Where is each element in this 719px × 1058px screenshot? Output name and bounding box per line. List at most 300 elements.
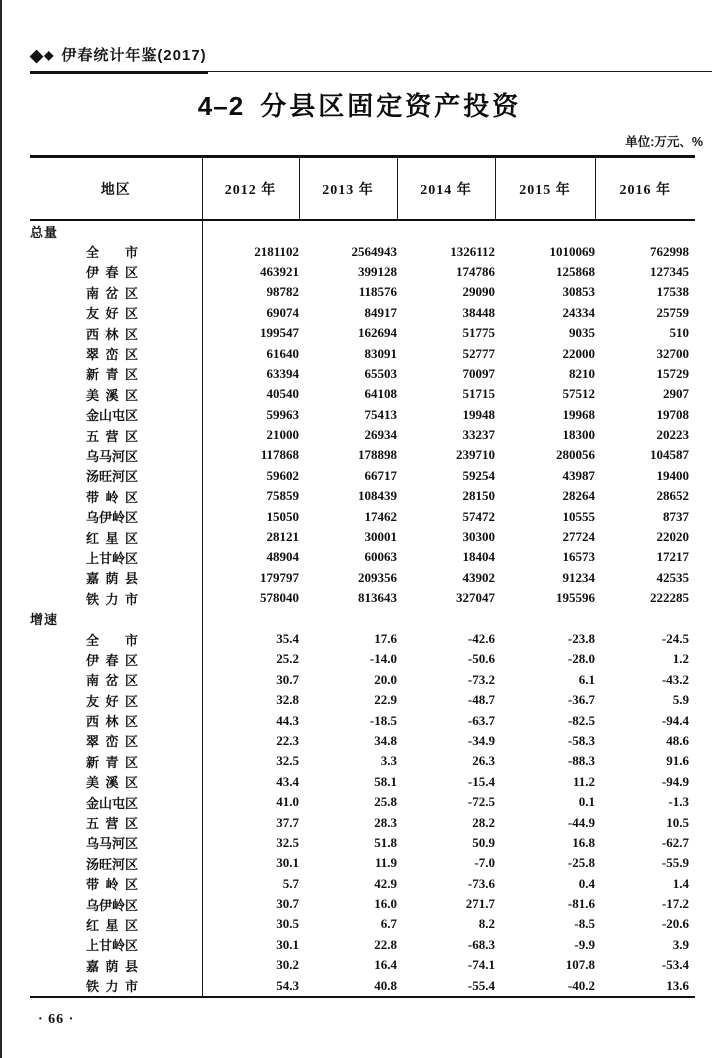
table-row (30, 874, 695, 894)
value-cell: -94.9 (661, 773, 689, 789)
value-cell: 399128 (358, 263, 397, 279)
table-row (30, 935, 695, 955)
value-cell: 10555 (562, 508, 595, 524)
table-row (30, 527, 695, 547)
table-row (30, 649, 695, 669)
value-cell: 66717 (364, 467, 397, 483)
value-cell: 178898 (358, 447, 397, 463)
value-cell: 11.9 (374, 855, 397, 871)
table-row (30, 445, 695, 465)
value-cell: 63394 (266, 365, 299, 381)
value-cell: -18.5 (369, 712, 397, 728)
value-cell: -14.0 (369, 651, 397, 667)
value-cell: -48.7 (467, 692, 495, 708)
value-cell: -55.4 (467, 977, 495, 993)
region-name: 翠峦区 (86, 734, 138, 750)
value-cell: 40540 (266, 386, 299, 402)
value-cell: 8.2 (478, 916, 495, 932)
table-number: 4–2 (197, 91, 245, 121)
header-row (30, 157, 695, 221)
region-cell (30, 405, 202, 425)
value-cell: 2181102 (254, 243, 299, 259)
value-cell: 19948 (462, 406, 495, 422)
region-name: 伊春区 (86, 652, 138, 668)
value-cell: -53.4 (661, 957, 689, 973)
value-cell: 26.3 (472, 753, 495, 769)
region-name: 南岔区 (86, 285, 138, 301)
value-cell: 6.1 (578, 671, 595, 687)
value-cell: 19968 (562, 406, 595, 422)
table-row (30, 731, 695, 751)
value-cell: 463921 (260, 263, 299, 279)
value-cell: 32.8 (276, 692, 299, 708)
value-cell: 3.9 (672, 936, 689, 952)
value-cell: 69074 (266, 304, 299, 320)
region-cell (30, 547, 202, 567)
value-cell: 16.4 (374, 957, 397, 973)
region-cell (30, 853, 202, 873)
value-cell: 38448 (462, 304, 495, 320)
value-cell: 6.7 (380, 916, 397, 932)
table-title: 分县区固定资产投资 (260, 91, 522, 121)
region-name: 上甘岭区 (86, 550, 139, 566)
statistics-table (30, 155, 695, 998)
region-name: 乌伊岭区 (86, 510, 139, 526)
table-row (30, 833, 695, 853)
region-name: 嘉荫县 (86, 958, 138, 974)
value-cell: 42.9 (374, 875, 397, 891)
value-cell: 30300 (462, 529, 495, 545)
value-cell: 762998 (650, 243, 689, 259)
region-name: 美溪区 (86, 775, 138, 791)
value-cell: 17217 (656, 549, 689, 565)
value-cell: 22.8 (374, 936, 397, 952)
value-cell: 51775 (462, 325, 495, 341)
table-row (30, 914, 695, 934)
value-cell: 16.8 (572, 834, 595, 850)
diamond-icon: ◆ (30, 46, 45, 65)
value-cell: 48904 (266, 549, 299, 565)
value-cell: 59602 (266, 467, 299, 483)
table-row (30, 772, 695, 792)
table-row (30, 710, 695, 730)
value-cell: 3.3 (380, 753, 397, 769)
region-cell (30, 343, 202, 363)
table-row (30, 343, 695, 363)
page-title (0, 86, 719, 123)
value-cell: 107.8 (565, 957, 595, 973)
column-header-2014: 2014 年 (397, 157, 495, 221)
value-cell: 0.1 (578, 794, 595, 810)
region-name: 乌马河区 (86, 836, 139, 852)
value-cell: 21000 (266, 427, 299, 443)
value-cell: 9035 (569, 325, 595, 341)
region-cell (30, 364, 202, 384)
region-cell (30, 527, 202, 547)
table-row (30, 241, 695, 261)
value-cell: 30.1 (276, 855, 299, 871)
region-name: 南岔区 (86, 673, 138, 689)
value-cell: 1.4 (672, 875, 689, 891)
region-cell (30, 649, 202, 669)
value-cell: 5.9 (672, 692, 689, 708)
value-cell: 43.4 (276, 773, 299, 789)
region-name: 全市 (86, 632, 138, 648)
table-row (30, 588, 695, 608)
empty-cell (299, 608, 397, 628)
region-cell (30, 812, 202, 832)
value-cell: 41.0 (276, 794, 299, 810)
value-cell: -62.7 (661, 834, 689, 850)
value-cell: 70097 (462, 365, 495, 381)
region-cell (30, 445, 202, 465)
value-cell: 0.4 (578, 875, 595, 891)
value-cell: 510 (669, 325, 689, 341)
region-cell (30, 792, 202, 812)
region-name: 乌马河区 (86, 448, 139, 464)
value-cell: -73.2 (467, 671, 495, 687)
value-cell: -15.4 (467, 773, 495, 789)
value-cell: 65503 (364, 365, 397, 381)
yearbook-title: 伊春统计年鉴(2017) (61, 47, 207, 64)
region-name: 西林区 (86, 714, 138, 730)
region-name: 红星区 (86, 917, 138, 933)
value-cell: 29090 (462, 284, 495, 300)
value-cell: 118576 (358, 284, 397, 300)
region-cell (30, 975, 202, 996)
value-cell: 44.3 (276, 712, 299, 728)
region-cell (30, 241, 202, 261)
region-name: 带岭区 (86, 877, 138, 893)
value-cell: 30.1 (276, 936, 299, 952)
value-cell: -81.6 (567, 896, 595, 912)
value-cell: -73.6 (467, 875, 495, 891)
value-cell: -88.3 (567, 753, 595, 769)
value-cell: 271.7 (465, 896, 495, 912)
value-cell: 20.0 (374, 671, 397, 687)
value-cell: 57512 (562, 386, 595, 402)
table-row (30, 323, 695, 343)
empty-cell (595, 220, 695, 241)
value-cell: -68.3 (467, 936, 495, 952)
value-cell: -25.8 (567, 855, 595, 871)
region-cell (30, 262, 202, 282)
region-cell (30, 710, 202, 730)
region-cell (30, 690, 202, 710)
value-cell: -28.0 (567, 651, 595, 667)
diamond-icon: ◆ (44, 48, 55, 62)
column-header-2013: 2013 年 (299, 157, 397, 221)
value-cell: 51715 (462, 386, 495, 402)
value-cell: -94.4 (661, 712, 689, 728)
value-cell: 28121 (266, 529, 299, 545)
value-cell: 104587 (650, 447, 689, 463)
table-row (30, 955, 695, 975)
value-cell: 19400 (656, 467, 689, 483)
empty-cell (202, 608, 299, 628)
table-row (30, 405, 695, 425)
running-head (30, 44, 712, 72)
table-row (30, 384, 695, 404)
region-name: 西林区 (86, 326, 138, 342)
value-cell: 22.3 (276, 732, 299, 748)
value-cell: 199547 (260, 325, 299, 341)
region-name: 乌伊岭区 (86, 897, 139, 913)
value-cell: 28.3 (374, 814, 397, 830)
table-row (30, 262, 695, 282)
value-cell: -58.3 (567, 732, 595, 748)
value-cell: 30.2 (276, 957, 299, 973)
column-header-2012: 2012 年 (202, 157, 299, 221)
table-row (30, 282, 695, 302)
region-cell (30, 894, 202, 914)
region-name: 铁力市 (86, 979, 138, 995)
region-name: 新青区 (86, 367, 138, 383)
value-cell: 16573 (562, 549, 595, 565)
value-cell: 43902 (462, 569, 495, 585)
value-cell: 108439 (358, 488, 397, 504)
table-row (30, 364, 695, 384)
empty-cell (495, 608, 595, 628)
table-body (30, 220, 695, 997)
region-name: 新青区 (86, 754, 138, 770)
region-name: 汤旺河区 (86, 856, 139, 872)
table-row (30, 894, 695, 914)
table-row (30, 425, 695, 445)
table-row (30, 792, 695, 812)
value-cell: 28150 (462, 488, 495, 504)
table-row (30, 466, 695, 486)
table-row (30, 629, 695, 649)
value-cell: 22.9 (374, 692, 397, 708)
value-cell: 18300 (562, 427, 595, 443)
value-cell: 59254 (462, 467, 495, 483)
table-row (30, 812, 695, 832)
value-cell: -9.9 (574, 936, 595, 952)
value-cell: 1.2 (672, 651, 689, 667)
region-cell (30, 425, 202, 445)
table-row (30, 975, 695, 996)
region-cell (30, 731, 202, 751)
region-name: 五营区 (86, 428, 138, 444)
empty-cell (397, 608, 495, 628)
value-cell: 28.2 (472, 814, 495, 830)
value-cell: -23.8 (567, 631, 595, 646)
region-name: 美溪区 (86, 387, 138, 403)
table-row (30, 506, 695, 526)
value-cell: 40.8 (374, 977, 397, 993)
value-cell: -42.6 (467, 631, 495, 646)
region-name: 红星区 (86, 530, 138, 546)
region-name: 汤旺河区 (86, 469, 139, 485)
value-cell: 209356 (358, 569, 397, 585)
value-cell: -36.7 (567, 692, 595, 708)
value-cell: -82.5 (567, 712, 595, 728)
value-cell: 125868 (556, 263, 595, 279)
value-cell: 54.3 (276, 977, 299, 993)
value-cell: 35.4 (276, 631, 299, 646)
region-name: 上甘岭区 (86, 938, 139, 954)
value-cell: 25.2 (276, 651, 299, 667)
region-cell (30, 282, 202, 302)
table-row (30, 670, 695, 690)
table-row (30, 486, 695, 506)
value-cell: 17462 (364, 508, 397, 524)
value-cell: 20223 (656, 427, 689, 443)
page-number: · 66 · (38, 1012, 75, 1027)
region-cell (30, 568, 202, 588)
region-cell (30, 466, 202, 486)
value-cell: 30.5 (276, 916, 299, 932)
value-cell: 98782 (266, 284, 299, 300)
region-cell (30, 323, 202, 343)
value-cell: -40.2 (567, 977, 595, 993)
value-cell: -8.5 (574, 916, 595, 932)
value-cell: 91234 (562, 569, 595, 585)
value-cell: 22020 (656, 529, 689, 545)
value-cell: 83091 (364, 345, 397, 361)
region-cell (30, 588, 202, 608)
value-cell: 27724 (562, 529, 595, 545)
empty-cell (202, 220, 299, 241)
value-cell: 222285 (650, 590, 689, 606)
region-name: 翠峦区 (86, 347, 138, 363)
value-cell: 1010069 (549, 243, 595, 259)
unit-note: 单位:万元、% (625, 135, 703, 149)
value-cell: 32700 (656, 345, 689, 361)
value-cell: 2564943 (351, 243, 397, 259)
table-row (30, 751, 695, 771)
value-cell: 32.5 (276, 753, 299, 769)
column-header-2016: 2016 年 (595, 157, 695, 221)
empty-cell (299, 220, 397, 241)
value-cell: 50.9 (472, 834, 495, 850)
value-cell: -63.7 (467, 712, 495, 728)
value-cell: 8737 (663, 508, 689, 524)
value-cell: -43.2 (661, 671, 689, 687)
section-row (30, 220, 695, 241)
value-cell: 15729 (656, 365, 689, 381)
value-cell: 75859 (266, 488, 299, 504)
table-row (30, 568, 695, 588)
value-cell: 195596 (556, 590, 595, 606)
empty-cell (397, 220, 495, 241)
value-cell: 16.0 (374, 896, 397, 912)
empty-cell (495, 220, 595, 241)
value-cell: 17.6 (374, 631, 397, 646)
region-cell (30, 384, 202, 404)
section-label: 总量 (30, 220, 202, 241)
value-cell: -50.6 (467, 651, 495, 667)
value-cell: 15050 (266, 508, 299, 524)
value-cell: 24334 (562, 304, 595, 320)
value-cell: 30853 (562, 284, 595, 300)
region-cell (30, 303, 202, 323)
value-cell: -72.5 (467, 794, 495, 810)
value-cell: 117868 (260, 447, 299, 463)
empty-cell (595, 608, 695, 628)
value-cell: 2907 (663, 386, 689, 402)
value-cell: 33237 (462, 427, 495, 443)
value-cell: 30001 (364, 529, 397, 545)
value-cell: 28264 (562, 488, 595, 504)
value-cell: 13.6 (666, 977, 689, 993)
value-cell: 10.5 (666, 814, 689, 830)
region-cell (30, 629, 202, 649)
region-cell (30, 955, 202, 975)
value-cell: 43987 (562, 467, 595, 483)
value-cell: 64108 (364, 386, 397, 402)
value-cell: 327047 (456, 590, 495, 606)
region-cell (30, 772, 202, 792)
value-cell: 26934 (364, 427, 397, 443)
value-cell: 25.8 (374, 794, 397, 810)
region-cell (30, 486, 202, 506)
value-cell: -55.9 (661, 855, 689, 871)
region-cell (30, 506, 202, 526)
value-cell: 162694 (358, 325, 397, 341)
region-name: 铁力市 (86, 591, 138, 607)
table-row (30, 853, 695, 873)
table-row (30, 547, 695, 567)
value-cell: 75413 (364, 406, 397, 422)
region-name: 友好区 (86, 693, 138, 709)
region-name: 嘉荫县 (86, 571, 138, 587)
value-cell: 34.8 (374, 732, 397, 748)
scan-edge (0, 0, 2, 1058)
region-name: 金山屯区 (86, 795, 139, 811)
value-cell: 280056 (556, 447, 595, 463)
value-cell: 61640 (266, 345, 299, 361)
value-cell: -74.1 (467, 957, 495, 973)
region-cell (30, 914, 202, 934)
value-cell: 179797 (260, 569, 299, 585)
value-cell: 1326112 (450, 243, 495, 259)
value-cell: 30.7 (276, 896, 299, 912)
value-cell: 17538 (656, 284, 689, 300)
section-row (30, 608, 695, 628)
column-header-region: 地区 (30, 157, 202, 221)
value-cell: 813643 (358, 590, 397, 606)
region-name: 伊春区 (86, 265, 138, 281)
value-cell: -1.3 (668, 794, 689, 810)
value-cell: 5.7 (282, 875, 299, 891)
value-cell: 28652 (656, 488, 689, 504)
value-cell: -24.5 (661, 631, 689, 646)
region-name: 五营区 (86, 816, 138, 832)
value-cell: 58.1 (374, 773, 397, 789)
region-cell (30, 670, 202, 690)
value-cell: 57472 (462, 508, 495, 524)
value-cell: 32.5 (276, 834, 299, 850)
value-cell: 91.6 (666, 753, 689, 769)
column-header-2015: 2015 年 (495, 157, 595, 221)
region-cell (30, 751, 202, 771)
region-cell (30, 874, 202, 894)
value-cell: -7.0 (474, 855, 495, 871)
value-cell: 239710 (456, 447, 495, 463)
value-cell: 48.6 (666, 732, 689, 748)
value-cell: 127345 (650, 263, 689, 279)
region-name: 全市 (86, 245, 138, 261)
value-cell: 19708 (656, 406, 689, 422)
table-header (30, 157, 695, 221)
table-row (30, 690, 695, 710)
value-cell: 8210 (569, 365, 595, 381)
value-cell: 11.2 (572, 773, 595, 789)
region-name: 金山屯区 (86, 408, 139, 424)
value-cell: 18404 (462, 549, 495, 565)
